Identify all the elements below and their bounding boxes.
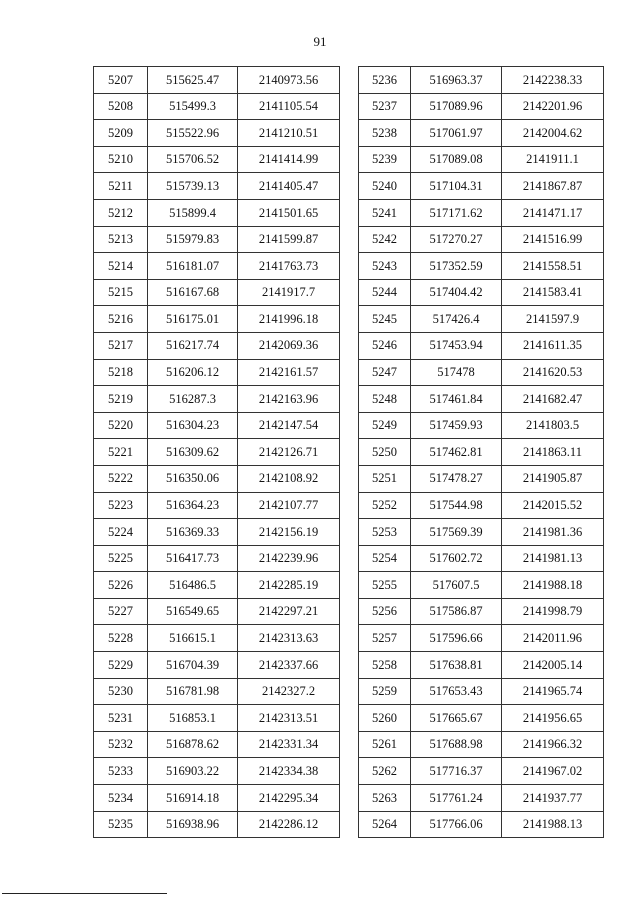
table-row	[359, 146, 604, 173]
x-coordinate-cell: 516364.23	[148, 492, 238, 519]
x-coordinate-cell: 517766.06	[411, 811, 502, 838]
y-coordinate-cell: 2142337.66	[238, 652, 340, 679]
table-row	[359, 519, 604, 546]
y-coordinate-cell: 2141599.87	[238, 226, 340, 253]
x-coordinate-cell: 516304.23	[148, 412, 238, 439]
point-id-cell: 5232	[94, 731, 148, 758]
point-id-cell: 5249	[359, 412, 411, 439]
y-coordinate-cell: 2142011.96	[502, 625, 604, 652]
x-coordinate-cell: 517461.84	[411, 386, 502, 413]
table-row	[359, 359, 604, 386]
y-coordinate-cell: 2142004.62	[502, 120, 604, 147]
y-coordinate-cell: 2142147.54	[238, 412, 340, 439]
point-id-cell: 5251	[359, 465, 411, 492]
point-id-cell: 5223	[94, 492, 148, 519]
x-coordinate-cell: 516963.37	[411, 67, 502, 94]
point-id-cell: 5259	[359, 678, 411, 705]
y-coordinate-cell: 2142295.34	[238, 785, 340, 812]
x-coordinate-cell: 517453.94	[411, 332, 502, 359]
point-id-cell: 5253	[359, 519, 411, 546]
table-row	[359, 731, 604, 758]
x-coordinate-cell: 515739.13	[148, 173, 238, 200]
table-row	[359, 332, 604, 359]
point-id-cell: 5208	[94, 93, 148, 120]
y-coordinate-cell: 2142108.92	[238, 465, 340, 492]
table-row	[94, 173, 340, 200]
point-id-cell: 5234	[94, 785, 148, 812]
y-coordinate-cell: 2142201.96	[502, 93, 604, 120]
y-coordinate-cell: 2141611.35	[502, 332, 604, 359]
point-id-cell: 5239	[359, 146, 411, 173]
table-row	[94, 465, 340, 492]
x-coordinate-cell: 516217.74	[148, 332, 238, 359]
point-id-cell: 5254	[359, 545, 411, 572]
y-coordinate-cell: 2141988.18	[502, 572, 604, 599]
point-id-cell: 5215	[94, 279, 148, 306]
point-id-cell: 5242	[359, 226, 411, 253]
table-row	[94, 625, 340, 652]
y-coordinate-cell: 2141558.51	[502, 253, 604, 280]
y-coordinate-cell: 2141905.87	[502, 465, 604, 492]
table-row	[359, 120, 604, 147]
table-row	[94, 758, 340, 785]
table-row	[94, 67, 340, 94]
y-coordinate-cell: 2142286.12	[238, 811, 340, 838]
x-coordinate-cell: 517478.27	[411, 465, 502, 492]
point-id-cell: 5248	[359, 386, 411, 413]
point-id-cell: 5221	[94, 439, 148, 466]
y-coordinate-cell: 2141803.5	[502, 412, 604, 439]
table-row	[94, 705, 340, 732]
x-coordinate-cell: 516903.22	[148, 758, 238, 785]
y-coordinate-cell: 2141917.7	[238, 279, 340, 306]
x-coordinate-cell: 517607.5	[411, 572, 502, 599]
point-id-cell: 5214	[94, 253, 148, 280]
y-coordinate-cell: 2141405.47	[238, 173, 340, 200]
table-row	[94, 120, 340, 147]
y-coordinate-cell: 2141981.13	[502, 545, 604, 572]
point-id-cell: 5256	[359, 598, 411, 625]
table-row	[359, 572, 604, 599]
y-coordinate-cell: 2142015.52	[502, 492, 604, 519]
x-coordinate-cell: 516309.62	[148, 439, 238, 466]
point-id-cell: 5207	[94, 67, 148, 94]
table-row	[94, 519, 340, 546]
point-id-cell: 5226	[94, 572, 148, 599]
point-id-cell: 5261	[359, 731, 411, 758]
x-coordinate-cell: 515625.47	[148, 67, 238, 94]
point-id-cell: 5228	[94, 625, 148, 652]
point-id-cell: 5212	[94, 199, 148, 226]
point-id-cell: 5240	[359, 173, 411, 200]
table-row	[94, 226, 340, 253]
point-id-cell: 5263	[359, 785, 411, 812]
y-coordinate-cell: 2141998.79	[502, 598, 604, 625]
table-row	[359, 306, 604, 333]
table-row	[94, 359, 340, 386]
point-id-cell: 5258	[359, 652, 411, 679]
y-coordinate-cell: 2141583.41	[502, 279, 604, 306]
y-coordinate-cell: 2142126.71	[238, 439, 340, 466]
x-coordinate-cell: 517171.62	[411, 199, 502, 226]
y-coordinate-cell: 2142239.96	[238, 545, 340, 572]
point-id-cell: 5231	[94, 705, 148, 732]
point-id-cell: 5243	[359, 253, 411, 280]
y-coordinate-cell: 2141210.51	[238, 120, 340, 147]
table-row	[359, 785, 604, 812]
table-row	[94, 598, 340, 625]
y-coordinate-cell: 2141937.77	[502, 785, 604, 812]
table-row	[94, 332, 340, 359]
point-id-cell: 5235	[94, 811, 148, 838]
y-coordinate-cell: 2141105.54	[238, 93, 340, 120]
point-id-cell: 5260	[359, 705, 411, 732]
y-coordinate-cell: 2141414.99	[238, 146, 340, 173]
y-coordinate-cell: 2142069.36	[238, 332, 340, 359]
table-row	[359, 199, 604, 226]
point-id-cell: 5257	[359, 625, 411, 652]
point-id-cell: 5217	[94, 332, 148, 359]
point-id-cell: 5222	[94, 465, 148, 492]
x-coordinate-cell: 517270.27	[411, 226, 502, 253]
table-row	[94, 731, 340, 758]
table-row	[359, 93, 604, 120]
footnote-separator	[2, 893, 167, 894]
x-coordinate-cell: 516181.07	[148, 253, 238, 280]
table-row	[359, 279, 604, 306]
y-coordinate-cell: 2142163.96	[238, 386, 340, 413]
coordinate-table-right	[358, 66, 604, 838]
point-id-cell: 5238	[359, 120, 411, 147]
table-row	[359, 226, 604, 253]
y-coordinate-cell: 2141988.13	[502, 811, 604, 838]
y-coordinate-cell: 2142285.19	[238, 572, 340, 599]
x-coordinate-cell: 517665.67	[411, 705, 502, 732]
x-coordinate-cell: 515979.83	[148, 226, 238, 253]
table-row	[94, 279, 340, 306]
y-coordinate-cell: 2142297.21	[238, 598, 340, 625]
x-coordinate-cell: 515522.96	[148, 120, 238, 147]
table-row	[359, 386, 604, 413]
y-coordinate-cell: 2142107.77	[238, 492, 340, 519]
table-row	[359, 811, 604, 838]
y-coordinate-cell: 2142313.63	[238, 625, 340, 652]
x-coordinate-cell: 516914.18	[148, 785, 238, 812]
point-id-cell: 5216	[94, 306, 148, 333]
x-coordinate-cell: 515899.4	[148, 199, 238, 226]
y-coordinate-cell: 2142161.57	[238, 359, 340, 386]
y-coordinate-cell: 2141981.36	[502, 519, 604, 546]
x-coordinate-cell: 517404.42	[411, 279, 502, 306]
point-id-cell: 5219	[94, 386, 148, 413]
y-coordinate-cell: 2141471.17	[502, 199, 604, 226]
point-id-cell: 5225	[94, 545, 148, 572]
point-id-cell: 5264	[359, 811, 411, 838]
x-coordinate-cell: 516878.62	[148, 731, 238, 758]
point-id-cell: 5252	[359, 492, 411, 519]
x-coordinate-cell: 517478	[411, 359, 502, 386]
point-id-cell: 5227	[94, 598, 148, 625]
point-id-cell: 5229	[94, 652, 148, 679]
x-coordinate-cell: 517602.72	[411, 545, 502, 572]
y-coordinate-cell: 2142156.19	[238, 519, 340, 546]
y-coordinate-cell: 2141965.74	[502, 678, 604, 705]
x-coordinate-cell: 517459.93	[411, 412, 502, 439]
x-coordinate-cell: 517596.66	[411, 625, 502, 652]
x-coordinate-cell: 517716.37	[411, 758, 502, 785]
table-row	[94, 386, 340, 413]
y-coordinate-cell: 2142313.51	[238, 705, 340, 732]
x-coordinate-cell: 516206.12	[148, 359, 238, 386]
y-coordinate-cell: 2141763.73	[238, 253, 340, 280]
point-id-cell: 5220	[94, 412, 148, 439]
x-coordinate-cell: 516938.96	[148, 811, 238, 838]
table-row	[94, 545, 340, 572]
x-coordinate-cell: 517352.59	[411, 253, 502, 280]
y-coordinate-cell: 2141996.18	[238, 306, 340, 333]
page-number: 91	[313, 34, 327, 49]
table-row	[359, 598, 604, 625]
y-coordinate-cell: 2141516.99	[502, 226, 604, 253]
x-coordinate-cell: 517544.98	[411, 492, 502, 519]
y-coordinate-cell: 2141867.87	[502, 173, 604, 200]
table-row	[359, 652, 604, 679]
y-coordinate-cell: 2142331.34	[238, 731, 340, 758]
table-row	[94, 253, 340, 280]
x-coordinate-cell: 515706.52	[148, 146, 238, 173]
point-id-cell: 5209	[94, 120, 148, 147]
coordinate-table-left	[93, 66, 340, 838]
x-coordinate-cell: 516167.68	[148, 279, 238, 306]
table-row	[94, 492, 340, 519]
table-row	[359, 67, 604, 94]
x-coordinate-cell: 516175.01	[148, 306, 238, 333]
x-coordinate-cell: 517761.24	[411, 785, 502, 812]
x-coordinate-cell: 517426.4	[411, 306, 502, 333]
y-coordinate-cell: 2141597.9	[502, 306, 604, 333]
table-row	[359, 705, 604, 732]
x-coordinate-cell: 516704.39	[148, 652, 238, 679]
point-id-cell: 5230	[94, 678, 148, 705]
point-id-cell: 5211	[94, 173, 148, 200]
table-row	[94, 93, 340, 120]
table-row	[94, 811, 340, 838]
x-coordinate-cell: 517653.43	[411, 678, 502, 705]
y-coordinate-cell: 2141620.53	[502, 359, 604, 386]
y-coordinate-cell: 2141863.11	[502, 439, 604, 466]
x-coordinate-cell: 516350.06	[148, 465, 238, 492]
point-id-cell: 5213	[94, 226, 148, 253]
table-row	[359, 758, 604, 785]
x-coordinate-cell: 517688.98	[411, 731, 502, 758]
point-id-cell: 5255	[359, 572, 411, 599]
y-coordinate-cell: 2140973.56	[238, 67, 340, 94]
table-row	[359, 492, 604, 519]
y-coordinate-cell: 2141966.32	[502, 731, 604, 758]
point-id-cell: 5245	[359, 306, 411, 333]
point-id-cell: 5262	[359, 758, 411, 785]
x-coordinate-cell: 517089.08	[411, 146, 502, 173]
point-id-cell: 5210	[94, 146, 148, 173]
y-coordinate-cell: 2142005.14	[502, 652, 604, 679]
x-coordinate-cell: 516486.5	[148, 572, 238, 599]
table-row	[94, 572, 340, 599]
table-row	[94, 439, 340, 466]
y-coordinate-cell: 2141967.02	[502, 758, 604, 785]
point-id-cell: 5246	[359, 332, 411, 359]
y-coordinate-cell: 2141911.1	[502, 146, 604, 173]
table-row	[359, 173, 604, 200]
y-coordinate-cell: 2141682.47	[502, 386, 604, 413]
table-row	[359, 545, 604, 572]
point-id-cell: 5250	[359, 439, 411, 466]
point-id-cell: 5241	[359, 199, 411, 226]
point-id-cell: 5244	[359, 279, 411, 306]
table-row	[359, 439, 604, 466]
table-row	[359, 625, 604, 652]
x-coordinate-cell: 516853.1	[148, 705, 238, 732]
x-coordinate-cell: 516417.73	[148, 545, 238, 572]
table-row	[94, 652, 340, 679]
table-row	[94, 678, 340, 705]
table-row	[94, 785, 340, 812]
table-row	[359, 412, 604, 439]
x-coordinate-cell: 517569.39	[411, 519, 502, 546]
x-coordinate-cell: 516615.1	[148, 625, 238, 652]
y-coordinate-cell: 2142327.2	[238, 678, 340, 705]
x-coordinate-cell: 517104.31	[411, 173, 502, 200]
table-row	[359, 253, 604, 280]
table-row	[359, 678, 604, 705]
point-id-cell: 5224	[94, 519, 148, 546]
point-id-cell: 5247	[359, 359, 411, 386]
x-coordinate-cell: 517089.96	[411, 93, 502, 120]
table-row	[94, 412, 340, 439]
x-coordinate-cell: 516781.98	[148, 678, 238, 705]
y-coordinate-cell: 2142238.33	[502, 67, 604, 94]
point-id-cell: 5218	[94, 359, 148, 386]
y-coordinate-cell: 2142334.38	[238, 758, 340, 785]
x-coordinate-cell: 516549.65	[148, 598, 238, 625]
table-row	[94, 199, 340, 226]
x-coordinate-cell: 515499.3	[148, 93, 238, 120]
x-coordinate-cell: 517061.97	[411, 120, 502, 147]
table-row	[359, 465, 604, 492]
x-coordinate-cell: 516287.3	[148, 386, 238, 413]
table-row	[94, 146, 340, 173]
point-id-cell: 5233	[94, 758, 148, 785]
x-coordinate-cell: 516369.33	[148, 519, 238, 546]
x-coordinate-cell: 517462.81	[411, 439, 502, 466]
y-coordinate-cell: 2141956.65	[502, 705, 604, 732]
x-coordinate-cell: 517586.87	[411, 598, 502, 625]
y-coordinate-cell: 2141501.65	[238, 199, 340, 226]
point-id-cell: 5236	[359, 67, 411, 94]
point-id-cell: 5237	[359, 93, 411, 120]
table-row	[94, 306, 340, 333]
x-coordinate-cell: 517638.81	[411, 652, 502, 679]
